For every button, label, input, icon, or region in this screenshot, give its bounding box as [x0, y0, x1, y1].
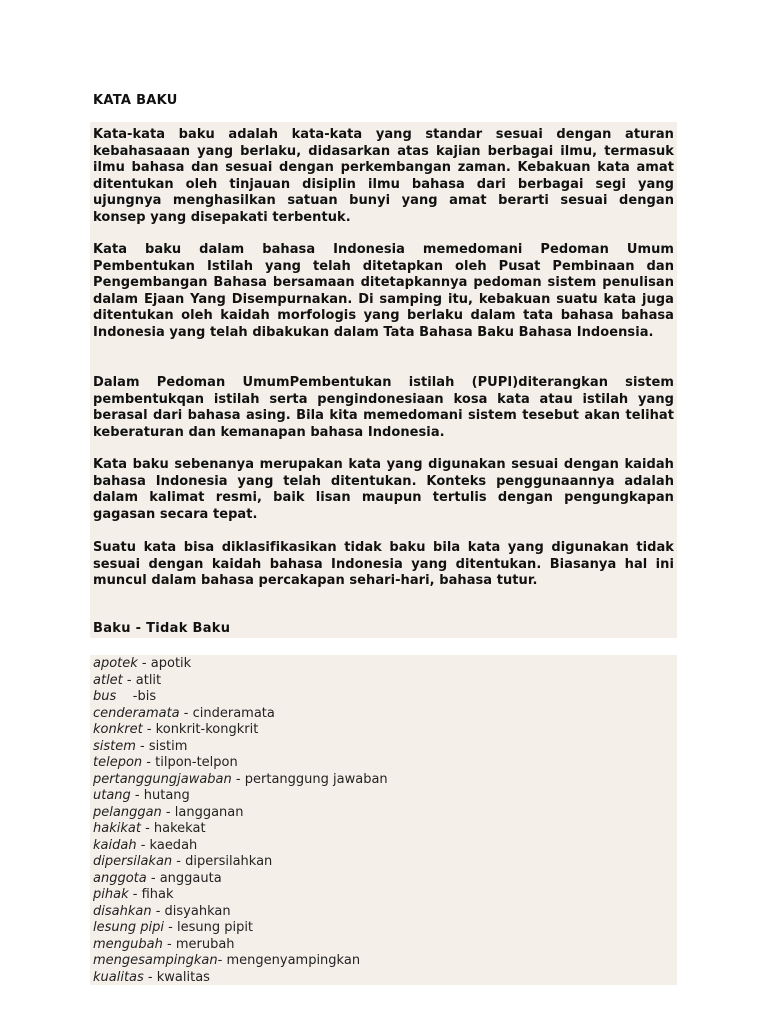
pair-separator: -: [135, 738, 149, 754]
baku-word: pelanggan: [93, 804, 162, 820]
pair-separator: -: [142, 755, 156, 770]
tidak-baku-word: atlit: [135, 672, 162, 688]
text-block: [90, 122, 677, 638]
baku-word: lesung pipi: [93, 920, 164, 935]
pair-separator: -: [128, 887, 142, 902]
word-pair-item: [93, 854, 388, 871]
baku-word: utang: [93, 788, 131, 803]
word-pair-item: [93, 937, 388, 954]
pair-separator: -: [140, 821, 154, 836]
baku-word: atlet: [93, 672, 123, 688]
pair-separator: -: [162, 936, 176, 952]
paragraph-1: Kata-kata baku adalah kata-kata yang standar sesuai dengan aturan kebahasaaan yang berlaku, didasarkan atas kajian berbagai ilmu, termasuk ilmu bahasa dan sesuai dengan perkembangan zaman. Kebakuan kata amat ditentukan oleh tinjauan disiplin ilmu bahasa dari berbagai segi yang ujungnya menghasilkan satuan bunyi yang amat berarti sesuai dengan konsep yang disepakati terbentuk.: [93, 127, 674, 225]
tidak-baku-word: fihak: [141, 887, 174, 902]
baku-word: dipersilakan: [93, 854, 173, 869]
paragraph-2: Kata baku dalam bahasa Indonesia memedomani Pedoman Umum Pembentukan Istilah yang telah ditetapkan oleh Pusat Pembinaan dan Pengembangan Bahasa bersamaan ditetapkannya pedoman sistem penulisan dalam Ejaan Yang Disempurnakan. Di samping itu, kebakuan suatu kata juga ditentukan oleh kaidah morfologis yang berlaku dalam tata bahasa bahasa Indonesia yang telah dibakukan dalam Tata Bahasa Baku Bahasa Indoensia.: [93, 242, 674, 340]
document-title: KATA BAKU: [93, 93, 178, 108]
word-pair-item: [93, 772, 388, 789]
tidak-baku-word: langganan: [174, 804, 244, 820]
tidak-baku-word: merubah: [175, 936, 235, 952]
word-pair-item: [93, 788, 388, 805]
pair-separator: -: [130, 788, 144, 803]
tidak-baku-word: kaedah: [149, 837, 198, 853]
word-pair-item: [93, 739, 388, 756]
baku-word: bus: [93, 689, 117, 704]
baku-word: kualitas: [93, 969, 144, 985]
pair-separator: -: [137, 656, 151, 671]
baku-word: mengubah: [93, 936, 163, 952]
tidak-baku-word: disyahkan: [164, 903, 231, 919]
baku-word: telepon: [93, 755, 143, 770]
pair-separator: -: [217, 953, 227, 968]
tidak-baku-word: konkrit-kongkrit: [155, 722, 259, 737]
pair-separator: -: [163, 920, 177, 935]
pair-separator: -: [116, 689, 138, 704]
tidak-baku-word: dipersilahkan: [185, 854, 273, 869]
word-pair-item: [93, 821, 388, 838]
tidak-baku-word: pertanggung jawaban: [244, 771, 388, 787]
baku-word: cenderamata: [93, 705, 180, 721]
pair-separator: -: [161, 804, 175, 820]
pair-separator: -: [122, 672, 136, 688]
tidak-baku-word: bis: [137, 689, 157, 704]
word-pair-item: [93, 970, 388, 987]
pair-separator: -: [136, 837, 150, 853]
tidak-baku-word: tilpon-telpon: [155, 755, 238, 770]
baku-word: apotek: [93, 656, 138, 671]
pair-separator: -: [231, 771, 245, 787]
word-pair-item: [93, 920, 388, 937]
paragraph-3: Dalam Pedoman UmumPembentukan istilah (PUPI)diterangkan sistem pembentukqan istilah serta pengindonesiaan kosa kata atau istilah yang berasal dari bahasa asing. Bila kita memedomani sistem tesebut akan telihat keberaturan dan kemanapan bahasa Indonesia.: [93, 375, 674, 440]
word-pair-item: [93, 838, 388, 855]
tidak-baku-word: kwalitas: [156, 969, 210, 985]
pair-separator: -: [142, 722, 156, 737]
tidak-baku-word: anggauta: [159, 870, 222, 886]
tidak-baku-word: sistim: [148, 738, 188, 754]
tidak-baku-word: hutang: [143, 788, 190, 803]
paragraph-4: Kata baku sebenanya merupakan kata yang digunakan sesuai dengan kaidah bahasa Indonesia yang telah ditentukan. Konteks penggunaannya adalah dalam kalimat resmi, baik lisan maupun tertulis dengan pengungkapan gagasan secara tepat.: [93, 457, 674, 522]
baku-word: anggota: [93, 870, 147, 886]
pair-separator: -: [143, 969, 157, 985]
word-pair-list: [93, 656, 388, 986]
word-pair-item: [93, 706, 388, 723]
word-pair-item: [93, 755, 388, 772]
baku-word: disahkan: [93, 903, 152, 919]
baku-word: hakikat: [93, 821, 141, 836]
word-pair-item: [93, 953, 388, 970]
list-heading: Baku - Tidak Baku: [93, 621, 231, 636]
tidak-baku-word: apotik: [150, 656, 192, 671]
baku-word: pihak: [93, 887, 129, 902]
word-pair-item: [93, 722, 388, 739]
word-pair-item: [93, 673, 388, 690]
tidak-baku-word: hakekat: [153, 821, 206, 836]
word-pair-item: [93, 805, 388, 822]
pair-separator: -: [172, 854, 186, 869]
baku-word: pertanggungjawaban: [93, 771, 232, 787]
paragraph-5: Suatu kata bisa diklasifikasikan tidak baku bila kata yang digunakan tidak sesuai dengan kaidah bahasa Indonesia yang ditentukan. Biasanya hal ini muncul dalam bahasa percakapan sehari-hari, bahasa tutur.: [93, 540, 674, 588]
tidak-baku-word: cinderamata: [192, 705, 275, 721]
tidak-baku-word: mengenyampingkan: [226, 953, 361, 968]
word-pair-item: [93, 689, 388, 706]
pair-separator: -: [179, 705, 193, 721]
baku-word: konkret: [93, 722, 143, 737]
word-pair-item: [93, 871, 388, 888]
baku-word: sistem: [93, 738, 136, 754]
word-list-block: [90, 655, 677, 985]
tidak-baku-word: lesung pipit: [176, 920, 254, 935]
pair-separator: -: [151, 903, 165, 919]
word-pair-item: [93, 887, 388, 904]
word-pair-item: [93, 904, 388, 921]
baku-word: kaidah: [93, 837, 137, 853]
baku-word: mengesampingkan: [93, 953, 218, 968]
word-pair-item: [93, 656, 388, 673]
pair-separator: -: [146, 870, 160, 886]
